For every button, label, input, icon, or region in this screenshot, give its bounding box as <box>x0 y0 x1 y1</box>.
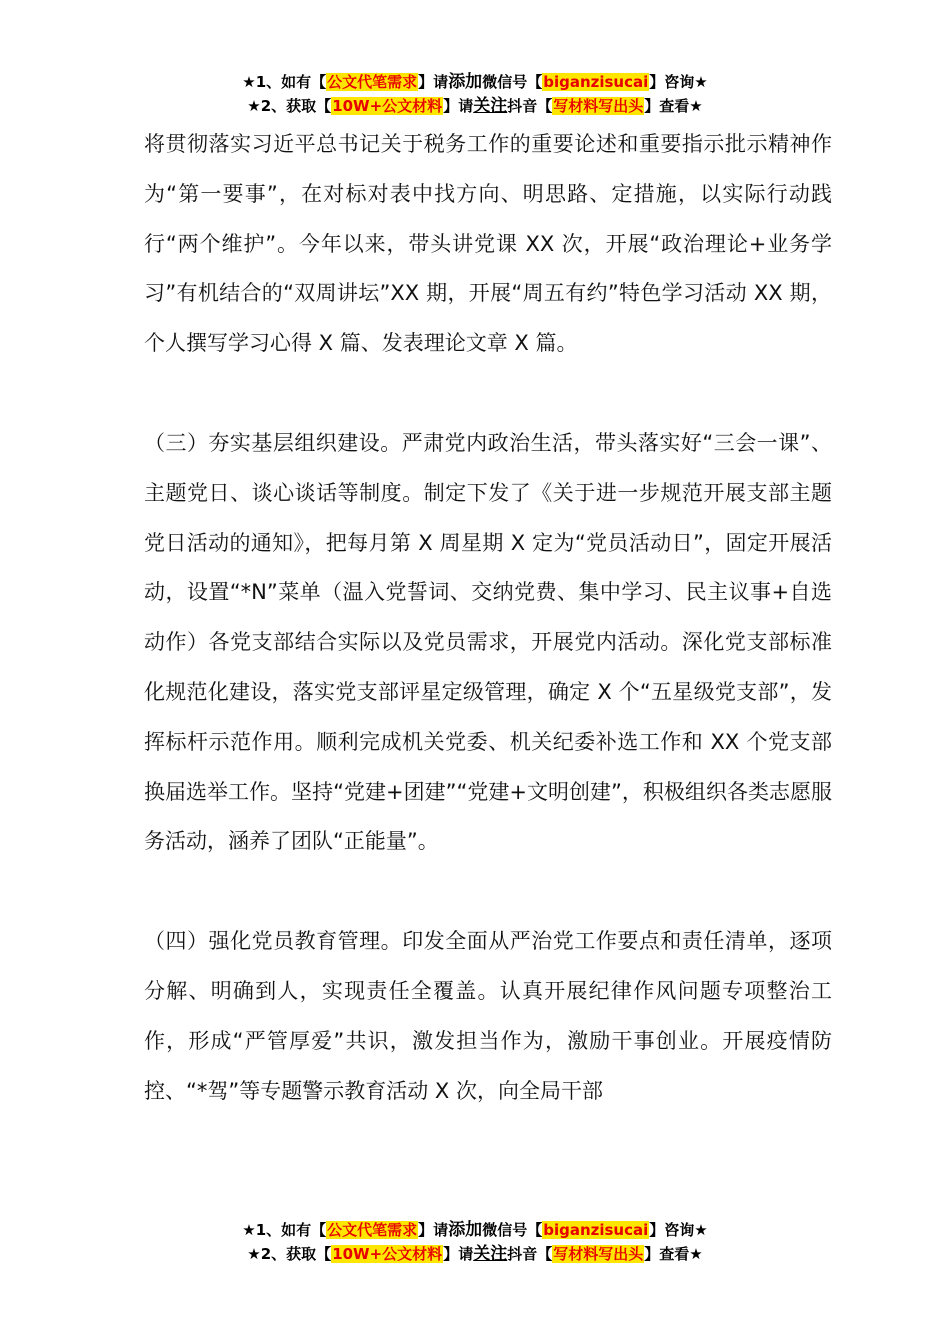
banner-highlight-materials: 10W+公文材料 <box>332 97 443 115</box>
banner-emphasis-add: 添加 <box>448 72 483 92</box>
banner-emphasis-add: 添加 <box>448 1220 483 1240</box>
paragraph-study: 将贯彻落实习近平总书记关于税务工作的重要论述和重要指示批示精神作为“第一要事”，在对标对表中找方向、明思路、定措施，以实际行动践行“两个维护”。今年以来，带头讲党课 XX 次，开展“政治理论+业务学习”有机结合的“双周讲坛”XX 期，开展“周五有约”特色学习活动 XX 期，个人撰写学习心得 X 篇、发表理论文章 X 篇。 <box>144 132 832 356</box>
banner-highlight-wechat: biganzisucai <box>543 1221 649 1239</box>
paragraph-organization: （三）夯实基层组织建设。严肃党内政治生活，带头落实好“三会一课”、主题党日、谈心谈话等制度。制定下发了《关于进一步规范开展支部主题党日活动的通知》，把每月第 X 周星期 X 定为“党员活动日”，固定开展活动，设置“*N”菜单（温入党誓词、交纳党费、集中学习、民主议事+自选动作）各党支部结合实际以及党员需求，开展党内活动。深化党支部标准化规范化建设，落实党支部评星定级管理，确定 X 个“五星级党支部”，发挥标杆示范作用。顺利完成机关党委、机关纪委补选工作和 XX 个党支部换届选举工作。坚持“党建+团建”“党建+文明创建”，积极组织各类志愿服务活动，涵养了团队“正能量”。 <box>144 430 832 854</box>
footer-banner <box>0 1218 950 1266</box>
banner-highlight-wechat: biganzisucai <box>543 73 649 91</box>
banner-emphasis-follow: 关注 <box>473 1244 508 1264</box>
paragraph-spacer <box>144 369 832 419</box>
banner-line-2: ★2、获取【10W+公文材料】请关注抖音【写材料写出头】查看★ <box>247 96 703 116</box>
banner-emphasis-follow: 关注 <box>473 96 508 116</box>
banner-highlight-douyin: 写材料写出头 <box>553 1245 644 1263</box>
banner-line-1: ★1、如有【公文代笔需求】请添加微信号【biganzisucai】咨询★ <box>242 72 708 92</box>
banner-highlight-service: 公文代笔需求 <box>327 73 418 91</box>
banner-highlight-service: 公文代笔需求 <box>327 1221 418 1239</box>
banner-line-2: ★2、获取【10W+公文材料】请关注抖音【写材料写出头】查看★ <box>247 1244 703 1264</box>
paragraph-education: （四）强化党员教育管理。印发全面从严治党工作要点和责任清单，逐项分解、明确到人，实现责任全覆盖。认真开展纪律作风问题专项整治工作，形成“严管厚爱”共识，激发担当作为，激励干事创业。开展疫情防控、“*驾”等专题警示教育活动 X 次，向全局干部 <box>144 929 832 1103</box>
banner-line-1: ★1、如有【公文代笔需求】请添加微信号【biganzisucai】咨询★ <box>242 1220 708 1240</box>
header-banner <box>0 70 950 118</box>
document-body <box>144 120 832 1116</box>
paragraph-spacer <box>144 867 832 917</box>
banner-highlight-materials: 10W+公文材料 <box>332 1245 443 1263</box>
banner-highlight-douyin: 写材料写出头 <box>553 97 644 115</box>
